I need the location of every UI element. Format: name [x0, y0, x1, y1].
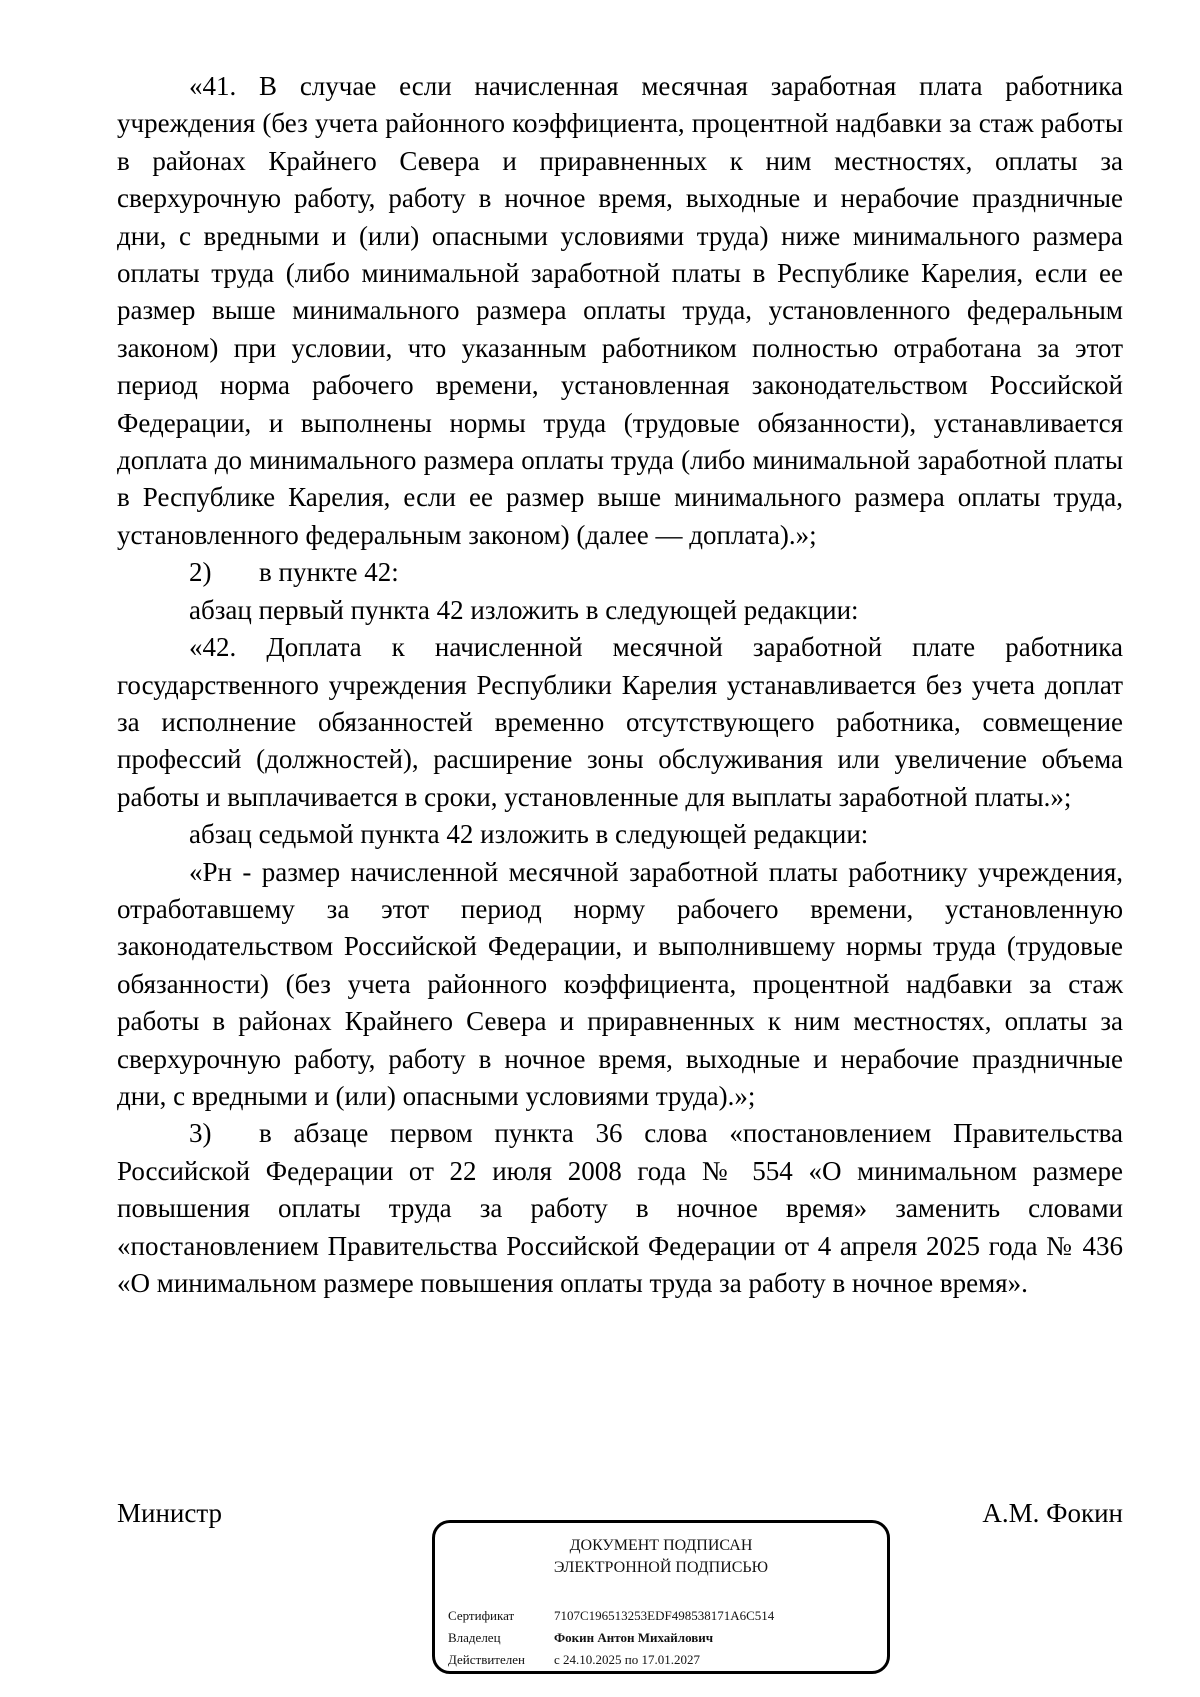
stamp-certificate-value: 7107C196513253EDF498538171A6C514 [554, 1608, 775, 1623]
item-3-text: в абзаце первом пункта 36 слова «постановлением Правительства Российской Федерации от 22 июля 2008 года № 554 «О минимальном размере повышения оплаты труда за работу в ночное время» заменить словами «постановлением Правительства Российской Федерации от 4 апреля 2025 года № 436 «О минимальном размере повышения оплаты труда за работу в ночное время». [117, 1118, 1123, 1298]
signatory-position: Министр [117, 1498, 222, 1528]
stamp-certificate-row [448, 1608, 774, 1624]
stamp-certificate-label: Сертификат [448, 1608, 515, 1623]
stamp-owner-value: Фокин Антон Михайлович [554, 1630, 714, 1645]
paragraph-seventh-42-intro: абзац седьмой пункта 42 изложить в следующей редакции: [189, 819, 869, 850]
stamp-valid-row [448, 1652, 700, 1668]
electronic-signature-stamp [432, 1520, 890, 1674]
stamp-title-line2: ЭЛЕКТРОННОЙ ПОДПИСЬЮ [553, 1559, 769, 1576]
paragraph-42: «42. Доплата к начисленной месячной заработной плате работника государственного учреждения Республики Карелия устанавливается без учета доплат за исполнение обязанностей временно отсутствующего работника, совмещение профессий (должностей), расширение зоны обслуживания или увеличение объема работы и выплачивается в сроки, установленные для выплаты заработной платы.»; [117, 632, 1123, 812]
stamp-valid-label: Действителен [448, 1652, 525, 1667]
item-2 [117, 554, 1123, 591]
document-body [117, 68, 1123, 1302]
stamp-title-line1: ДОКУМЕНТ ПОДПИСАН [569, 1537, 753, 1554]
stamp-valid-value: с 24.10.2025 по 17.01.2027 [554, 1652, 700, 1667]
stamp-owner-row [448, 1630, 713, 1646]
signatory-name: А.М. Фокин [982, 1498, 1123, 1528]
item-3-number: 3) [189, 1118, 212, 1149]
paragraph-first-42-intro: абзац первый пункта 42 изложить в следующей редакции: [189, 594, 859, 625]
item-2-number: 2) [189, 557, 212, 588]
item-2-text: в пункте 42: [259, 557, 399, 588]
paragraph-rn-definition: «Рн - размер начисленной месячной заработной платы работнику учреждения, отработавшему за этот период норму рабочего времени, установленную законодательством Российской Федерации, и выполнившему нормы труда (трудовые обязанности) (без учета районного коэффициента, процентной надбавки за стаж работы в районах Крайнего Севера и приравненных к ним местностях, оплаты за сверхурочную работу, работу в ночное время, выходные и нерабочие праздничные дни, с вредными и (или) опасными условиями труда).»; [117, 856, 1123, 1111]
item-3 [117, 1115, 1123, 1302]
stamp-owner-label: Владелец [448, 1630, 501, 1645]
paragraph-41: «41. В случае если начисленная месячная заработная плата работника учреждения (без учета районного коэффициента, процентной надбавки за стаж работы в районах Крайнего Севера и приравненных к ним местностях, оплаты за сверхурочную работу, работу в ночное время, выходные и нерабочие праздничные дни, с вредными и (или) опасными условиями труда) ниже минимального размера оплаты труда (либо минимальной заработной платы в Республике Карелия, если ее размер выше минимального размера оплаты труда, установленного федеральным законом) при условии, что указанным работником полностью отработана за этот период норма рабочего времени, установленная законодательством Российской Федерации, и выполнены нормы труда (трудовые обязанности), устанавливается доплата до минимального размера оплаты труда (либо минимальной заработной платы в Республике Карелия, если ее размер выше минимального размера оплаты труда, установленного федеральным законом) (далее — доплата).»; [117, 71, 1123, 550]
